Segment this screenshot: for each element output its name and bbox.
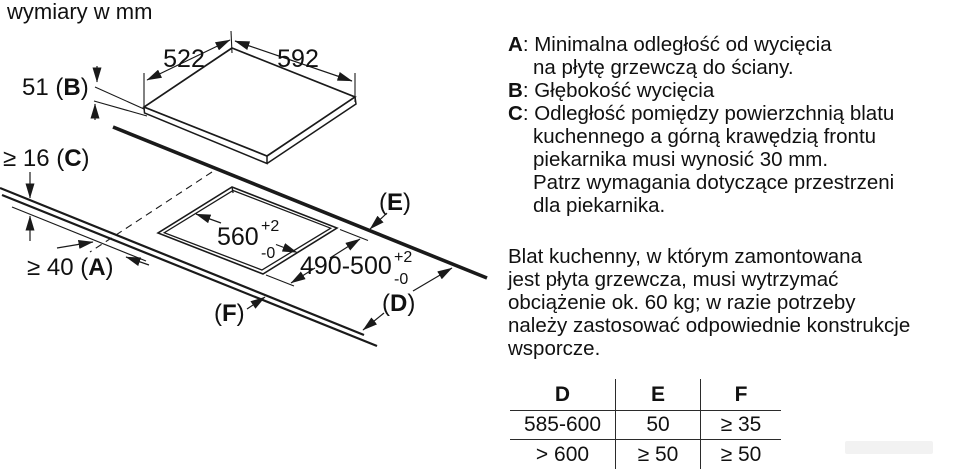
table-header-D: D [510, 379, 616, 411]
legend-item-C-line: C: Odległość pomiędzy powierzchnią blatu [508, 102, 895, 125]
watermark [845, 441, 933, 454]
label-F: (F) [214, 300, 245, 327]
table-row: 585-600 50 ≥ 35 [510, 411, 781, 440]
label-f-arrow [247, 297, 265, 309]
abc-legend: A: Minimalna odległość od wycięcia na płytę grzewczą do ściany. B: Głębokość wycięcia C: Odległość pomiędzy powierzchnią blatu kuchennego a górną krawędzią frontu piekarnika musi wynosić 30 mm. Patrz wymagania dotyczące przestrzeni dla piekarnika. [508, 33, 895, 217]
def-dimension-table [510, 379, 781, 469]
dim-51B-label: 51 (B) [22, 74, 89, 101]
dim-560-label: 560 +2 -0 [217, 218, 280, 262]
hob-height-extension-lines [94, 87, 147, 116]
page-title: wymiary w mm [7, 0, 153, 24]
table-row: > 600 ≥ 50 ≥ 50 [510, 440, 781, 470]
table-header-F: F [701, 379, 782, 411]
legend-item-A-line: A: Minimalna odległość od wycięcia [508, 33, 832, 56]
worktop-note: Blat kuchenny, w którym zamontowana jest płyta grzewcza, musi wytrzymać obciążenie ok. 60 kg; w razie potrzeby należy zastosować odpowiednie konstrukcje wsporcze. [508, 245, 911, 360]
dim-40A-label: ≥ 40 (A) [27, 254, 114, 281]
dim-592-label: 592 [277, 45, 319, 73]
dim-522-label: 522 [163, 45, 205, 73]
worktop-underside-line [12, 207, 146, 261]
table-header-E: E [616, 379, 701, 411]
label-E: (E) [379, 189, 412, 216]
label-d-arrow-up [413, 268, 452, 291]
dim-490-500-label: 490-500 +2 -0 [300, 249, 413, 288]
wall-distance-arrow-right [57, 242, 93, 248]
legend-item-B-line: B: Głębokość wycięcia [508, 79, 715, 102]
table-header-row [510, 379, 781, 411]
dim-16C-label: ≥ 16 (C) [3, 145, 90, 172]
label-d-arrow-down [363, 313, 384, 330]
label-D: (D) [382, 290, 416, 317]
